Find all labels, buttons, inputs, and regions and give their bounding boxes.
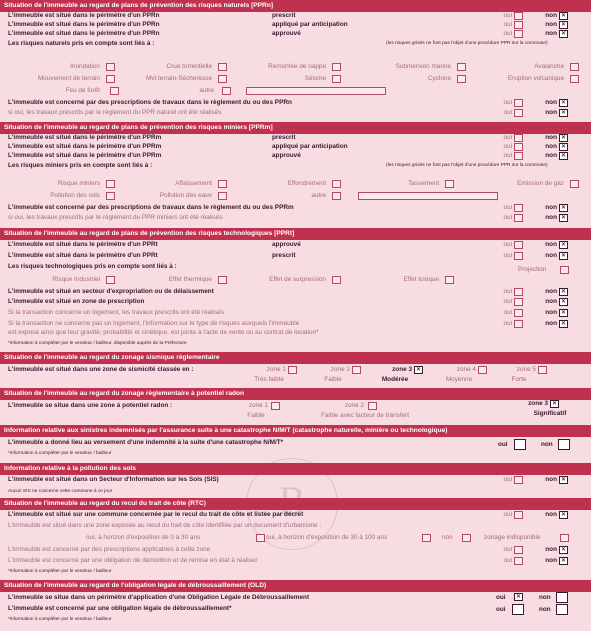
pprn-row-status: appliqué par anticipation [272,21,348,28]
section-pprn-header: Situation de l'immeuble au regard de plans de prévention des risques naturels [PPRn] [0,0,591,12]
pprt-not-logement-label: est exposé ainsi que leur gravité, probabilité et cinétique, est jointe à l'acte de vente ou au contrat de location* [8,329,319,336]
sismic-label: L'immeuble est situé dans une zone de sismicité classée en : [8,366,194,373]
non-checkbox[interactable] [559,476,568,484]
non-label: non [545,320,557,327]
non-label: non [545,204,557,211]
risk-label: Séisme [304,75,326,82]
radon-zone-label: zone 2 [344,402,364,409]
risk-checkbox[interactable] [218,180,227,188]
oui-checkbox[interactable] [514,214,523,222]
pprm-works-label: L'immeuble est concerné par des prescriptions de travaux dans le règlement du ou des PPRm [8,204,294,211]
oui-checkbox[interactable] [514,143,523,151]
oui-label: oui [503,320,512,327]
non-label: non [545,298,557,305]
rtc-horizon-30-checkbox[interactable] [256,534,265,542]
risk-label: Pollution des sols [50,192,100,199]
oui-checkbox[interactable] [514,511,523,519]
oui-checkbox[interactable] [514,439,526,450]
oui-checkbox[interactable] [514,252,523,260]
non-checkbox[interactable] [559,288,568,296]
risk-checkbox[interactable] [457,75,466,83]
risk-label: Remontée de nappe [268,63,326,70]
non-checkbox[interactable] [559,511,568,519]
risk-checkbox[interactable] [332,63,341,71]
risk-label: Inondation [70,63,100,70]
oui-label: oui [503,557,512,564]
non-checkbox[interactable] [559,204,568,212]
oui-checkbox[interactable] [514,546,523,554]
non-label: non [545,241,557,248]
oui-checkbox[interactable] [514,309,523,317]
non-label: non [545,21,557,28]
sismic-zone-checkbox[interactable] [352,366,361,374]
oui-checkbox[interactable] [514,134,523,142]
risk-label: autre [311,192,326,199]
risk-label: Mouvement de terrain [37,75,100,82]
oui-label: oui [503,288,512,295]
risk-label: autre [199,87,214,94]
risk-checkbox[interactable] [218,63,227,71]
pprt-row-label: L'immeuble est situé dans le périmètre d'un PPRt [8,241,158,248]
pprn-row-label: L'immeuble est situé dans le périmètre d'un PPRn [8,12,160,19]
oui-label: oui [498,441,508,448]
non-checkbox[interactable] [559,152,568,160]
oui-checkbox[interactable] [514,476,523,484]
radon-zone-name: Faible avec facteur de transfert [320,412,410,419]
oui-checkbox[interactable] [514,288,523,296]
non-checkbox[interactable] [559,21,568,29]
sismic-zone-checkbox[interactable] [538,366,547,374]
pprm-grey-note: (les risques grisés ne font pas l'objet d'une procédure PPR sur la commune) [386,163,548,168]
risk-checkbox[interactable] [218,276,227,284]
risk-checkbox[interactable] [106,75,115,83]
pprm-row-status: appliqué par anticipation [272,143,348,150]
oui-label: oui [503,152,512,159]
non-checkbox[interactable] [556,604,568,615]
oui-label: oui [503,298,512,305]
pprn-row-status: prescrit [272,12,296,19]
risk-label: Feu de forêt [65,87,100,94]
sismic-zone-name: Moyenne [445,376,473,383]
rtc-label-4: L'immeuble est concerné par une obligation de démolition et de remise en état à réaliser [8,557,258,564]
rtc-label-3: L'immeuble est concerné par des prescriptions applicables à cette zone [8,546,211,553]
risk-checkbox[interactable] [218,192,227,200]
sismic-zone-checkbox[interactable] [414,366,423,374]
oui-checkbox[interactable] [514,204,523,212]
oui-checkbox[interactable] [514,99,523,107]
sismic-zone-name: Faible [324,376,342,383]
non-checkbox[interactable] [559,134,568,142]
non-label: non [539,606,551,613]
non-checkbox[interactable] [559,241,568,249]
risk-checkbox[interactable] [570,180,579,188]
non-checkbox[interactable] [559,143,568,151]
risk-label: Cyclone [427,75,451,82]
risk-checkbox[interactable] [106,276,115,284]
section-old-header: Situation de l'immeuble au regard de l'obligation légale de débroussaillement (OLD) [0,580,591,592]
non-checkbox[interactable] [559,298,568,306]
pprn-row-label: L'immeuble est situé dans le périmètre d'un PPRn [8,30,160,37]
sismic-zone-label: zone 2 [330,366,350,373]
rtc-zone-indisponible: zonage indisponible [484,534,541,541]
oui-label: oui [503,109,512,116]
sismic-zone-checkbox[interactable] [288,366,297,374]
sismic-zone-name: Très faible [254,376,284,383]
risk-checkbox[interactable] [457,63,466,71]
non-label: non [545,134,557,141]
oui-label: oui [503,546,512,553]
pprn-works-label: L'immeuble est concerné par des prescriptions de travaux dans le règlement du ou des PPRn [8,99,292,106]
risk-checkbox[interactable] [106,180,115,188]
pprn-risks-label: Les risques naturels pris en compte sont liés à : [8,40,155,47]
oui-label: oui [503,12,512,19]
risk-checkbox[interactable] [106,63,115,71]
non-label: non [545,143,557,150]
risk-label: Risque Industriel [52,276,100,283]
oui-label: oui [503,511,512,518]
radon-zone-checkbox[interactable] [368,402,377,410]
radon-zone-checkbox[interactable] [271,402,280,410]
sismic-zone-name: Forte [511,376,527,383]
section-sismic-header: Situation de l'immeuble au regard du zonage sismique règlementaire [0,352,591,364]
non-label: non [545,30,557,37]
pprm-risks-label: Les risques miniers pris en compte sont liés à : [8,162,153,169]
oui-checkbox[interactable] [514,152,523,160]
risk-checkbox[interactable] [332,192,341,200]
sismic-zone-checkbox[interactable] [478,366,487,374]
oui-label: oui [503,134,512,141]
oui-checkbox[interactable] [512,604,524,615]
risk-checkbox[interactable] [218,75,227,83]
sismic-zone-label: zone 4 [456,366,476,373]
pprm-row-label: L'immeuble est situé dans le périmètre d'un PPRm [8,152,162,159]
non-checkbox[interactable] [559,546,568,554]
risk-checkbox[interactable] [106,192,115,200]
non-label: non [545,152,557,159]
old-label-2: L'immeuble est concerné par une obligation légale de débroussaillement* [8,605,232,612]
section-radon-header: Situation de l'immeuble au regard du zonage règlementaire à potentiel radon [0,388,591,400]
risk-label: Crue torrentielle [166,63,212,70]
risk-checkbox[interactable] [332,75,341,83]
pprt-prescr-label: L'immeuble est situé en zone de prescription [8,298,145,305]
sismic-zone-label: zone 5 [516,366,536,373]
pprm-row-status: prescrit [272,134,296,141]
non-label: non [545,511,557,518]
non-checkbox[interactable] [559,320,568,328]
non-label: non [539,594,551,601]
pprm-row-label: L'immeuble est situé dans le périmètre d'un PPRm [8,143,162,150]
rtc-zone-indisponible-checkbox[interactable] [560,534,569,542]
oui-label: oui [503,309,512,316]
sismic-zone-label: zone 3 [392,366,412,373]
catnat-label: L'immeuble a donné lieu au versement d'une indemnité à la suite d'une catastrophe N/M/T* [8,439,284,446]
oui-label: oui [503,143,512,150]
oui-checkbox[interactable] [514,320,523,328]
radon-zone-name: Significatif [533,410,567,417]
risk-label: Affaissement [175,180,212,187]
old-note: *information à compléter par le vendeur / bailleur [8,617,112,622]
oui-label: oui [503,21,512,28]
oui-label: oui [503,252,512,259]
catnat-note: *information à compléter par le vendeur / bailleur [8,451,112,456]
non-label: non [545,99,557,106]
oui-checkbox[interactable] [514,12,523,20]
non-checkbox[interactable] [462,534,471,542]
section-sis-header: Information relative à la pollution des sols [0,463,591,475]
risk-checkbox[interactable] [445,276,454,284]
pprt-risks-label: Les risques technologiques pris en compte sont liés à : [8,263,177,270]
risk-other-field[interactable] [358,192,498,200]
risk-label: Emission de gaz [517,180,564,187]
oui-label: oui [496,606,506,613]
oui-checkbox[interactable] [514,298,523,306]
non-label: non [545,109,557,116]
non-label: non [545,12,557,19]
pprm-done-label: si oui, les travaux prescrits par le règlement du PPR miniers ont été réalisés [8,214,223,221]
radon-zone-name: Faible [247,412,265,419]
non-label: non [442,534,453,541]
pprt-expro-label: L'immeuble est situé en secteur d'expropriation ou de délaissement [8,288,214,295]
pprm-row-label: L'immeuble est situé dans le périmètre d'un PPRm [8,134,162,141]
oui-checkbox[interactable] [514,593,523,601]
risk-checkbox[interactable] [560,266,569,274]
risk-label: Effondrement [287,180,326,187]
rtc-horizon-100-checkbox[interactable] [422,534,431,542]
oui-checkbox[interactable] [514,30,523,38]
non-label: non [545,214,557,221]
risk-checkbox[interactable] [222,87,231,95]
sis-note: Aucun SIS ne concerne cette commune à ce jour [8,489,113,494]
risk-label: Effet toxique [403,276,439,283]
non-label: non [545,557,557,564]
non-checkbox[interactable] [558,439,570,450]
sismic-zone-name: Modérée [381,376,409,383]
pprn-row-status: approuvé [272,30,301,37]
risk-checkbox[interactable] [570,75,579,83]
risk-label: Tassement [408,180,439,187]
section-catnat-header: Information relative aux sinistres indemnisés par l'assurance suite à une catastrophe N/M/T (catastrophe naturelle, minière ou technologique) [0,425,591,437]
non-checkbox[interactable] [559,109,568,117]
non-checkbox[interactable] [559,309,568,317]
radon-zone-label: zone 3 [528,400,548,407]
oui-checkbox[interactable] [514,557,523,565]
radon-zone-checkbox[interactable] [550,400,559,408]
non-label: non [545,288,557,295]
oui-label: oui [496,594,506,601]
oui-checkbox[interactable] [514,21,523,29]
non-label: non [545,476,557,483]
rtc-horizon-30: oui, à horizon d'exposition de 0 à 30 ans [86,534,201,541]
non-label: non [545,252,557,259]
non-label: non [545,546,557,553]
risk-checkbox[interactable] [445,180,454,188]
pprt-not-logement-label: Si la transaction ne concerne pas un logement, l'information sur le type de risques auxquels l'immeuble [8,320,300,327]
risk-label: Effet de surpression [269,276,326,283]
risk-label: Risque miniers [57,180,100,187]
section-pprm-header: Situation de l'immeuble au regard de plans de prévention des risques miniers [PPRm] [0,122,591,134]
risk-checkbox[interactable] [570,63,579,71]
pprt-logement-label: Si la transaction concerne un logement, les travaux prescrits ont été réalisés [8,309,224,316]
risk-label: Projection [518,266,547,273]
pprt-note: *information à compléter par le vendeur / bailleur, disponible auprès de la Préfecture [8,341,187,346]
risk-checkbox[interactable] [110,87,119,95]
section-pprt-header: Situation de l'immeuble au regard de plans de prévention des risques technologiques [PPRt] [0,228,591,240]
oui-label: oui [503,30,512,37]
non-checkbox[interactable] [559,214,568,222]
pprt-row-status: approuvé [272,241,301,248]
pprn-grey-note: (les risques grisés ne font pas l'objet d'une procédure PPR sur la commune) [386,41,548,46]
sis-label: L'immeuble est situé dans un Secteur d'Information sur les Sols (SIS) [8,476,219,483]
oui-label: oui [503,476,512,483]
pprt-row-status: prescrit [272,252,296,259]
pprt-row-label: L'immeuble est situé dans le périmètre d'un PPRt [8,252,158,259]
risk-checkbox[interactable] [332,180,341,188]
oui-label: oui [503,99,512,106]
risk-checkbox[interactable] [332,276,341,284]
pprm-row-status: approuvé [272,152,301,159]
oui-checkbox[interactable] [514,241,523,249]
non-checkbox[interactable] [559,99,568,107]
oui-label: oui [503,204,512,211]
oui-checkbox[interactable] [514,109,523,117]
risk-other-field[interactable] [246,87,386,95]
pprn-row-label: L'immeuble est situé dans le périmètre d'un PPRn [8,21,160,28]
risk-label: Submersion marine [395,63,451,70]
non-label: non [541,441,553,448]
risk-label: Effet thermique [168,276,212,283]
old-label-1: L'immeuble se situe dans un périmètre d'application d'une Obligation Légale de Débroussaillement [8,594,310,601]
non-checkbox[interactable] [559,12,568,20]
risk-label: Mvt terrain-Sécheresse [145,75,212,82]
non-checkbox[interactable] [556,592,568,603]
radon-label: L'immeuble se situe dans une zone à potentiel radon : [8,402,173,409]
risk-label: Avalanche [534,63,564,70]
sismic-zone-label: zone 1 [266,366,286,373]
pprn-done-label: si oui, les travaux prescrits par le règlement du PPR naturel ont été réalisés [8,109,222,116]
non-checkbox[interactable] [559,557,568,565]
non-checkbox[interactable] [559,252,568,260]
rtc-note: *information à compléter par le vendeur / bailleur [8,569,112,574]
oui-label: oui [503,214,512,221]
non-checkbox[interactable] [559,30,568,38]
rtc-label-2: L'immeuble est situé dans une zone exposée au recul du trait de côte identifiée par un document d'urbanisme : [8,522,322,529]
rtc-horizon-100: oui, à horizon d'exposition de 30 à 100 ans [266,534,388,541]
non-label: non [545,309,557,316]
risk-label: Eruption volcanique [507,75,564,82]
oui-label: oui [503,241,512,248]
risk-label: Pollution des eaux [159,192,212,199]
section-rtc-header: Situation de l'immeuble au regard du recul du trait de côte (RTC) [0,498,591,510]
radon-zone-label: zone 1 [248,402,268,409]
rtc-label-1: L'immeuble est situé sur une commune concernée par le recul du trait de côte et listée par décret [8,511,304,518]
